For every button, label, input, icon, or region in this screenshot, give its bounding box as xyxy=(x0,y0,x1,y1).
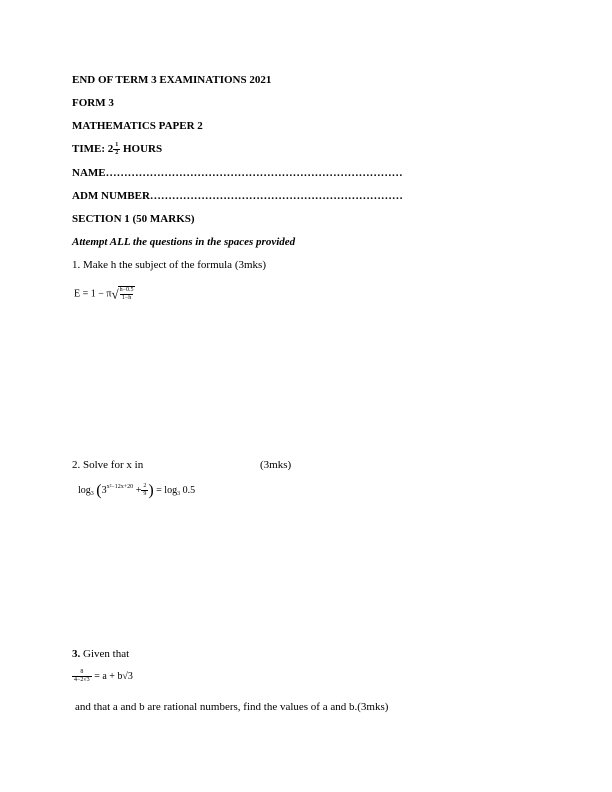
time-unit: HOURS xyxy=(120,143,163,156)
time-num: 1 xyxy=(115,142,119,148)
adm-number-line: ADM NUMBER…………………………………………………………… xyxy=(72,190,403,202)
q2-rhs-value: 0.5 xyxy=(180,485,196,496)
subject-label: MATHEMATICS PAPER 2 xyxy=(72,120,203,132)
q2-frac-num: 2 xyxy=(143,483,147,490)
q2-exponent: x²−12x+20 xyxy=(106,484,134,490)
question-1-formula: E = 1 − π√ $\frac{h-0.5}{1-h}$ xyxy=(74,286,134,302)
q2-base-power: 3 xyxy=(101,485,107,496)
question-2-equation: $\log_3 (3^{x^2-12x+20}$ + $\frac{2}{9}$ ) = $\log_3 0.5$ xyxy=(78,482,196,499)
question-2-text: 2. Solve for x in xyxy=(72,459,144,471)
question-2-marks: (3mks) xyxy=(260,459,292,471)
instruction-text: Attempt ALL the questions in the spaces provided xyxy=(72,236,296,248)
question-3-follow-text: and that a and b are rational numbers, find the values of a and b.(3mks) xyxy=(75,701,389,713)
q3-rhs: = a + b√3 xyxy=(91,670,133,682)
q1-frac-num: h−0.5 xyxy=(119,287,134,293)
section-heading: SECTION 1 (50 MARKS) xyxy=(72,213,195,225)
question-1-text: 1. Make h the subject of the formula (3mks) xyxy=(72,259,266,271)
time-den: 2 xyxy=(115,150,119,156)
time-whole: 2 xyxy=(107,143,114,156)
q2-frac-den: 9 xyxy=(143,491,147,498)
q2-rhs: = log xyxy=(156,485,178,496)
q2-base-right: 3 xyxy=(177,491,181,497)
q1-frac-den: 1−h xyxy=(121,295,132,301)
name-line: NAME……………………………………………………………………… xyxy=(72,167,403,179)
question-3-text xyxy=(72,647,129,661)
q3-number: 3. xyxy=(72,648,81,660)
q1-lhs: E = 1 − π xyxy=(74,288,112,300)
q3-frac-num: 8 xyxy=(80,669,84,675)
question-3-equation xyxy=(72,669,133,684)
q3-text: Given that xyxy=(80,648,130,660)
exam-title: END OF TERM 3 EXAMINATIONS 2021 xyxy=(72,74,272,86)
q2-log-left: log xyxy=(78,485,91,496)
q2-plus: + xyxy=(135,485,142,496)
q2-base-left: 3 xyxy=(90,491,94,497)
form-label: FORM 3 xyxy=(72,97,114,109)
q3-frac-den: 4−2√3 xyxy=(74,677,90,683)
time-label: TIME: 2 $\frac{1}{2}$ HOURS xyxy=(72,142,163,156)
